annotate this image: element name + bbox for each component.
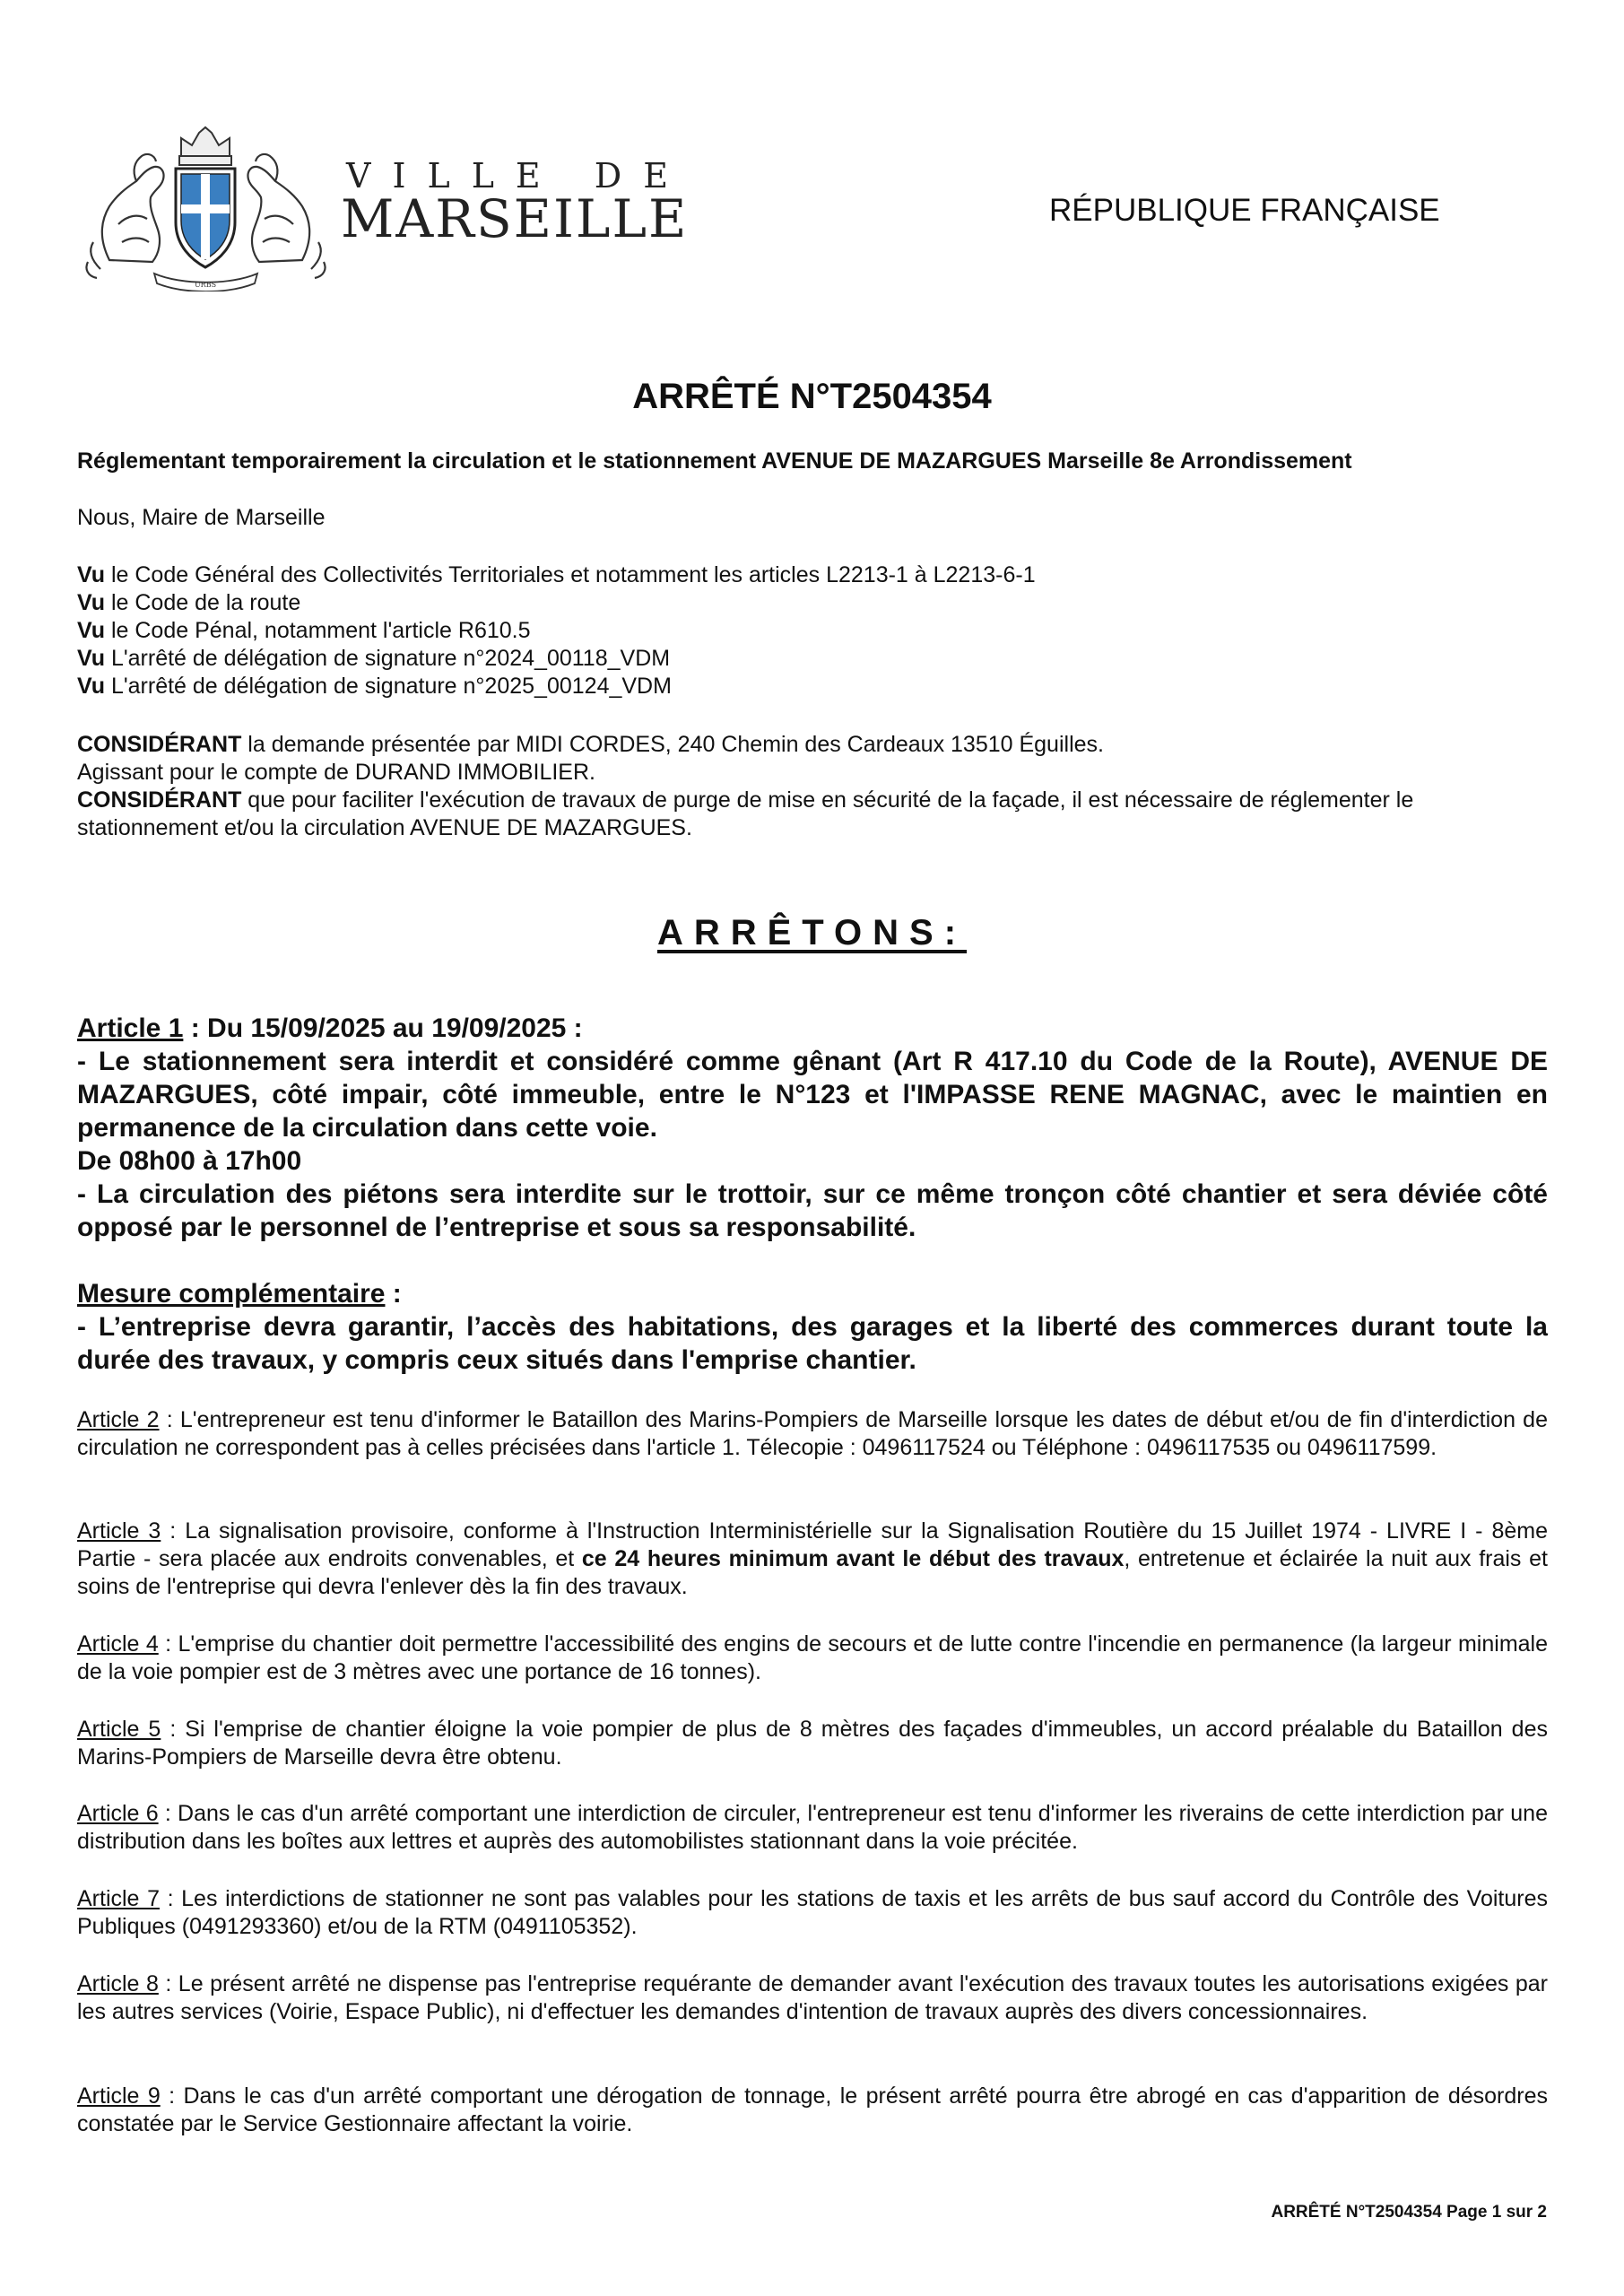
republic-heading: RÉPUBLIQUE FRANÇAISE: [1049, 193, 1440, 228]
article-1: Article 1 : Du 15/09/2025 au 19/09/2025 : - Le stationnement sera interdit et considéré comme gênant (Art R 417.10 du Code de la Route), AVENUE DE MAZARGUES, côté impair, côté immeuble, entre le N°123 et l'IMPASSE RENE MAGNAC, avec le maintien en permanence de la circulation dans cette voie. De 08h00 à 17h00 - La circulation des piétons sera interdite sur le trottoir, sur ce même tronçon côté chantier et sera déviée côté opposé par le personnel de l’entreprise et sous sa responsabilité.: [77, 1013, 1548, 1242]
article-3: Article 3 : La signalisation provisoire, conforme à l'Instruction Interministérielle sur la Signalisation Routière du 15 Juillet 1974 - LIVRE I - 8ème Partie - sera placée aux endroits convenables, et ce 24 heures minimum avant le début des travaux, entretenue et éclairée la nuit aux frais et soins de l'entreprise qui devra l'enlever dès la fin des travaux.: [77, 1518, 1548, 1599]
article-9: Article 9 : Dans le cas d'un arrêté comportant une dérogation de tonnage, le présent arrêté pourra être abrogé en cas d'apparition de désordres constatée par le Service Gestionnaire affectant la voirie.: [77, 2083, 1549, 2136]
vu-item: Vu le Code Général des Collectivités Territoriales et notamment les articles L2213-1 à L2213-6-1: [77, 562, 1036, 587]
article-1-hours: De 08h00 à 17h00: [77, 1146, 302, 1176]
vu-item: Vu L'arrêté de délégation de signature n°2025_00124_VDM: [77, 674, 672, 699]
document-subtitle: Réglementant temporairement la circulation et le stationnement AVENUE DE MAZARGUES Marseille 8e Arrondissement: [77, 448, 1352, 474]
considerant-agissant: Agissant pour le compte de DURAND IMMOBILIER.: [77, 760, 595, 785]
article-6: Article 6 : Dans le cas d'un arrêté comportant une interdiction de circuler, l'entrepreneur est tenu d'informer les riverains de cette interdiction par une distribution dans les boîtes aux lettres et auprès des automobilistes stationnant dans la voie précitée.: [77, 1801, 1548, 1854]
article-5: Article 5 : Si l'emprise de chantier éloigne la voie pompier de plus de 8 mètres des façades d'immeubles, un accord préalable du Bataillon des Marins-Pompiers de Marseille devra être obtenu.: [77, 1717, 1548, 1770]
vu-item: Vu L'arrêté de délégation de signature n°2024_00118_VDM: [77, 646, 671, 671]
article-1-parking: - Le stationnement sera interdit et considéré comme gênant (Art R 417.10 du Code de la Route), AVENUE DE MAZARGUES, côté impair, côté immeuble, entre le N°123 et l'IMPASSE RENE MAGNAC, avec le maintien en permanence de la circulation dans cette voie.: [77, 1047, 1548, 1143]
considerant-1: CONSIDÉRANT la demande présentée par MIDI CORDES, 240 Chemin des Cardeaux 13510 Éguilles.: [77, 732, 1104, 757]
vu-item: Vu le Code Pénal, notamment l'article R610.5: [77, 618, 531, 643]
logo-text-ville-de: VILLE DE: [346, 156, 690, 196]
article-8: Article 8 : Le présent arrêté ne dispense pas l'entreprise requérante de demander avant l'exécution des travaux toutes les autorisations exigées par les autres services (Voirie, Espace Public), ni d'effectuer les demandes d'intention de travaux auprès des divers concessionnaires.: [77, 1971, 1548, 2024]
considerant-2: CONSIDÉRANT que pour faciliter l'exécution de travaux de purge de mise en sécurité de la façade, il est nécessaire de réglementer le stationnement et/ou la circulation AVENUE DE MAZARGUES.: [77, 787, 1414, 840]
article-2: Article 2 : L'entrepreneur est tenu d'informer le Bataillon des Marins-Pompiers de Marseille lorsque les dates de début et/ou de fin d'interdiction de circulation ne correspondent pas à celles précisées dans l'article 1. Télecopie : 0496117524 ou Téléphone : 0496117535 ou 0496117599.: [77, 1407, 1548, 1460]
mesure-text: - L’entreprise devra garantir, l’accès des habitations, des garages et la liberté des commerces durant toute la durée des travaux, y compris ceux situés dans l'emprise chantier.: [77, 1312, 1548, 1375]
mesure-label: Mesure complémentaire: [77, 1279, 386, 1309]
considerant-block: [77, 731, 1548, 842]
vu-list: [77, 561, 1548, 700]
page-footer: ARRÊTÉ N°T2504354 Page 1 sur 2: [1271, 2203, 1547, 2222]
vu-item: Vu le Code de la route: [77, 590, 301, 615]
arretons-heading: ARRÊTONS:: [656, 913, 968, 952]
mesure-complementaire: Mesure complémentaire : - L’entreprise devra garantir, l’accès des habitations, des garages et la liberté des commerces durant toute la durée des travaux, y compris ceux situés dans l'emprise chantier.: [77, 1279, 1548, 1375]
intro-text: Nous, Maire de Marseille: [77, 505, 326, 530]
logo-text-marseille: MARSEILLE: [341, 188, 689, 249]
article-4: Article 4 : L'emprise du chantier doit permettre l'accessibilité des engins de secours et de lutte contre l'incendie en permanence (la largeur minimale de la voie pompier est de 3 mètres avec une portance de 16 tonnes).: [77, 1631, 1549, 1684]
article-7: Article 7 : Les interdictions de stationner ne sont pas valables pour les stations de taxis et les arrêts de bus sauf accord du Contrôle des Voitures Publiques (0491293360) et/ou de la RTM (0491105352).: [77, 1886, 1548, 1939]
marseille-coat-of-arms-logo: [83, 126, 329, 291]
article-1-pedestrians: - La circulation des piétons sera interdite sur le trottoir, sur ce même tronçon côté chantier et sera déviée côté opposé par le personnel de l’entreprise et sous sa responsabilité.: [77, 1179, 1548, 1242]
document-title: ARRÊTÉ N°T2504354: [632, 377, 992, 416]
article-1-label: Article 1: [77, 1013, 184, 1043]
logo-ribbon-text: URBS: [194, 281, 217, 289]
